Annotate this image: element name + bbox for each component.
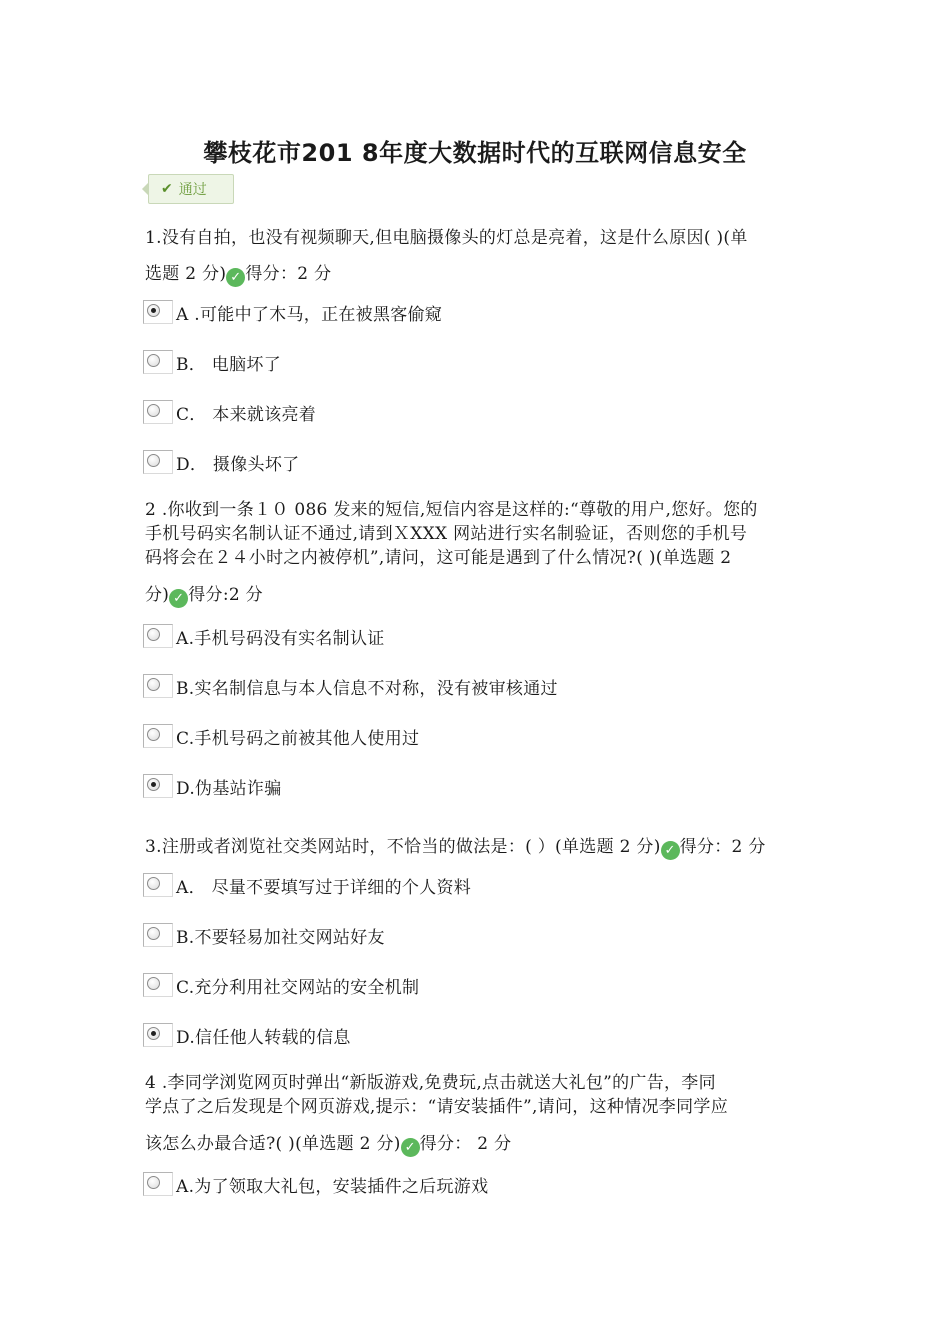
question-1-score: 得分：2 分 [245,264,332,284]
question-2-score-line [145,583,810,608]
option-label: A.为了领取大礼包，安装插件之后玩游戏 [176,1176,489,1197]
question-3-score-line [145,835,810,860]
option-label: A． 尽量不要填写过于详细的个人资料 [176,877,472,898]
question-1-option-a[interactable] [143,299,442,325]
question-3-option-b[interactable] [143,922,385,948]
radio-button[interactable] [143,450,173,474]
question-3-score: 得分：2 分 [679,837,766,857]
radio-button[interactable] [143,400,173,424]
pass-status-badge [148,174,234,204]
radio-button[interactable] [143,1172,173,1196]
question-3-option-d[interactable] [143,1022,351,1048]
radio-button[interactable] [143,973,173,997]
correct-check-icon: ✓ [661,841,680,860]
question-1-text [145,225,810,287]
question-2-option-c[interactable] [143,723,419,749]
radio-button[interactable] [143,724,173,748]
page-title: 攀枝花市201 8年度大数据时代的互联网信息安全 [203,139,747,167]
radio-button-checked[interactable] [143,1023,173,1047]
question-4-score: 得分： 2 分 [419,1134,512,1154]
question-4-tail: 该怎么办最合适?( )(单选题 2 分) [145,1134,401,1154]
question-2-line-2: 手机号码实名制认证不通过,请到ＸXXX 网站进行实名制验证，否则您的手机号 [145,524,748,544]
option-label: C.手机号码之前被其他人使用过 [176,728,420,749]
question-4-option-a[interactable] [143,1171,488,1197]
radio-button[interactable] [143,923,173,947]
option-label: A .可能中了木马，正在被黑客偷窥 [176,304,443,325]
correct-check-icon: ✓ [169,589,188,608]
pass-status-label: 通过 [178,182,207,198]
radio-button[interactable] [143,350,173,374]
question-3-option-c[interactable] [143,972,419,998]
question-4-score-line [145,1132,810,1157]
question-1-option-c[interactable] [143,399,316,425]
radio-button-checked[interactable] [143,300,173,324]
question-1-option-d[interactable] [143,449,299,475]
option-label: C． 本来就该亮着 [176,404,317,425]
question-2-score: 得分:2 分 [188,585,263,605]
correct-check-icon: ✓ [401,1138,420,1157]
question-2-option-b[interactable] [143,673,558,699]
question-1-score-line [145,262,810,287]
question-2-line-1: 2 .你收到一条１０ 086 发来的短信,短信内容是这样的:“尊敬的用户,您好。您的 [145,500,758,520]
question-4-text [145,1071,810,1157]
radio-button[interactable] [143,624,173,648]
question-3-tail: 3.注册或者浏览社交类网站时，不恰当的做法是：( ）(单选题 2 分) [145,837,661,857]
question-2-line-3: 码将会在２４小时之内被停机”,请问，这可能是遇到了什么情况?( )(单选题 2 [145,548,732,568]
question-4-line-1: 4 .李同学浏览网页时弹出“新版游戏,免费玩,点击就送大礼包”的广告，李同 [145,1073,716,1093]
question-3-option-a[interactable] [143,872,471,898]
checkmark-icon: ✔ [161,181,173,197]
correct-check-icon: ✓ [226,268,245,287]
option-label: B.实名制信息与本人信息不对称，没有被审核通过 [176,678,558,699]
question-4-line-2: 学点了之后发现是个网页游戏,提示：“请安装插件”,请问，这种情况李同学应 [145,1097,728,1117]
option-label: C.充分利用社交网站的安全机制 [176,977,420,998]
question-1-line-1: 1.没有自拍，也没有视频聊天,但电脑摄像头的灯总是亮着，这是什么原因( )(单 [145,228,748,248]
question-2-option-a[interactable] [143,623,385,649]
question-3-text [145,835,810,860]
question-2-tail: 分) [145,585,170,605]
option-label: D． 摄像头坏了 [176,454,300,475]
option-label: D.信任他人转载的信息 [176,1027,351,1048]
option-label: B． 电脑坏了 [176,354,281,375]
radio-button-checked[interactable] [143,774,173,798]
question-2-text [145,498,810,608]
option-label: A.手机号码没有实名制认证 [176,628,385,649]
option-label: B.不要轻易加社交网站好友 [176,927,385,948]
radio-button[interactable] [143,674,173,698]
question-2-option-d[interactable] [143,773,282,799]
option-label: D.伪基站诈骗 [176,778,282,799]
radio-button[interactable] [143,873,173,897]
question-1-tail: 选题 2 分) [145,264,227,284]
question-1-option-b[interactable] [143,349,281,375]
